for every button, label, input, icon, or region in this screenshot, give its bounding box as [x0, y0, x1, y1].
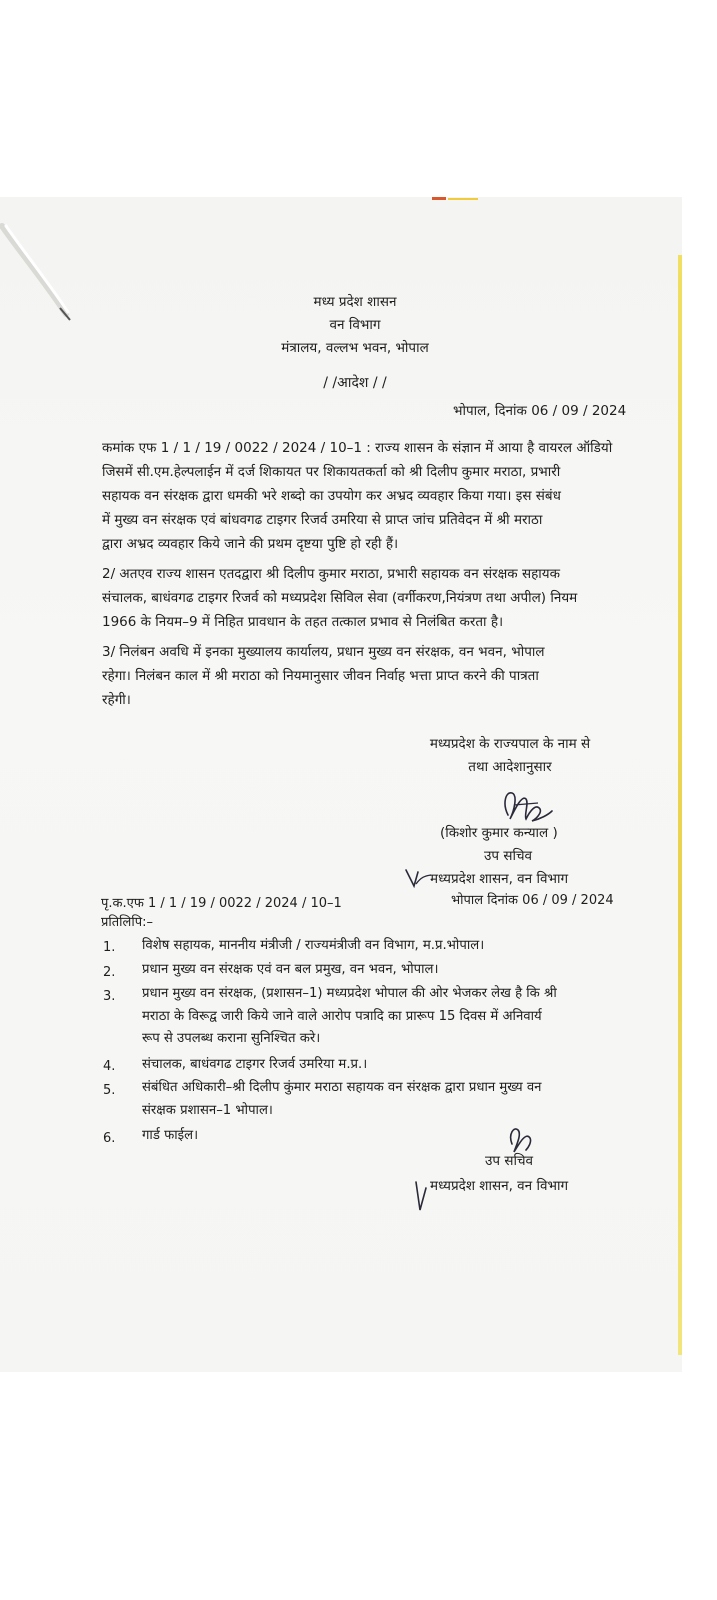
- initial-mark-image: [404, 864, 432, 890]
- paragraph-1-line: जिसमें सी.एम.हेल्पलाईन में दर्ज शिकायत पर शिकायतकर्ता को श्री दिलीप कुमार मराठा, प्रभारी: [102, 464, 561, 480]
- paragraph-3: [102, 640, 644, 712]
- header-government: मध्य प्रदेश शासन: [313, 294, 397, 310]
- paper-mark-2: [448, 198, 478, 200]
- copy-item-text: [142, 1125, 642, 1148]
- paragraph-1-line: में मुख्य वन संरक्षक एवं बांधवगढ टाइगर रिजर्व उमरिया से प्राप्त जांच प्रतिवेदन में श्री मराठा: [102, 512, 543, 528]
- paragraph-2-line: संचालक, बाधंवगढ टाइगर रिजर्व को मध्यप्रदेश सिविल सेवा (वर्गीकरण,नियंत्रण तथा अपील) नियम: [102, 590, 578, 606]
- copy-item-line: संरक्षक प्रशासन–1 भोपाल।: [142, 1102, 273, 1118]
- authority-line-2: तथा आदेशानुसार: [468, 759, 552, 775]
- order-date: भोपाल, दिनांक 06 / 09 / 2024: [453, 403, 627, 419]
- copy-item-line: मराठा के विरूद्व जारी किये जाने वाले आरोप पत्रादि का प्रारूप 15 दिवस में अनिवार्य: [142, 1008, 542, 1024]
- paragraph-2-line: 2/ अतएव राज्य शासन एतदद्वारा श्री दिलीप कुमार मराठा, प्रभारी सहायक वन संरक्षक सहायक: [102, 566, 560, 582]
- copy-item-line: रूप से उपलब्ध कराना सुनिश्चित करे।: [142, 1031, 321, 1046]
- header-department: वन विभाग: [329, 317, 381, 333]
- copy-to-label: प्रतिलिपि:–: [101, 915, 153, 930]
- copy-item-line: गार्ड फाईल।: [142, 1128, 199, 1143]
- authority-line-1: मध्यप्रदेश के राज्यपाल के नाम से: [429, 736, 591, 752]
- paper-edge: [678, 255, 682, 1355]
- copy-item-line: प्रधान मुख्य वन संरक्षक, (प्रशासन–1) मध्यप्रदेश भोपाल की ओर भेजकर लेख है कि श्री: [142, 986, 557, 1001]
- copy-item-number: 1.: [103, 940, 116, 955]
- copy-item-line: विशेष सहायक, माननीय मंत्रीजी / राज्यमंत्रीजी वन विभाग, म.प्र.भोपाल।: [142, 938, 485, 953]
- paragraph-1-line: द्वारा अभ्रद व्यवहार किये जाने की प्रथम दृष्टया पुष्टि हो रही हैं।: [102, 536, 399, 552]
- copy-item-text: [142, 983, 642, 1051]
- signatory-designation: उप सचिव: [484, 848, 533, 864]
- paragraph-2-line: 1966 के नियम–9 में निहित प्रावधान के तहत तत्काल प्रभाव से निलंबित करता है।: [102, 614, 504, 630]
- copy-item-number: 6.: [103, 1131, 116, 1146]
- signatory-name: (किशोर कुमार कन्याल ): [440, 825, 558, 841]
- paragraph-3-line: रहेगा। निलंबन काल में श्री मराठा को नियमानुसार जीवन निर्वाह भत्ता प्राप्त करने की पात्रता: [102, 668, 539, 684]
- copy-item-text: [142, 959, 642, 982]
- endorsement-number: पृ.क.एफ 1 / 1 / 19 / 0022 / 2024 / 10–1: [101, 896, 342, 911]
- copy-item-text: [142, 1077, 642, 1122]
- copy-item-line: प्रधान मुख्य वन संरक्षक एवं वन बल प्रमुख, वन भवन, भोपाल।: [142, 962, 439, 977]
- order-title: / /आदेश / /: [323, 375, 387, 391]
- paragraph-1-line: कमांक एफ 1 / 1 / 19 / 0022 / 2024 / 10–1 : राज्य शासन के संज्ञान में आया है वायरल ऑडियो: [102, 440, 613, 456]
- header-address: मंत्रालय, वल्लभ भवन, भोपाल: [281, 340, 429, 356]
- copy-item-number: 3.: [103, 989, 116, 1004]
- signature-image: [496, 785, 556, 827]
- copy-item-number: 5.: [103, 1083, 116, 1098]
- signatory-2-office: मध्यप्रदेश शासन, वन विभाग: [430, 1178, 569, 1194]
- copy-item-text: [142, 1054, 642, 1077]
- paragraph-2: [102, 562, 644, 634]
- copy-item-line: संबंधित अधिकारी–श्री दिलीप कुंमार मराठा सहायक वन संरक्षक द्वारा प्रधान मुख्य वन: [142, 1080, 542, 1095]
- endorsement-date: भोपाल दिनांक 06 / 09 / 2024: [451, 893, 614, 908]
- signatory-office: मध्यप्रदेश शासन, वन विभाग: [430, 871, 569, 887]
- paper-mark: [432, 197, 446, 200]
- copy-item-text: [142, 935, 642, 958]
- copy-item-number: 4.: [103, 1059, 116, 1074]
- paragraph-1-line: सहायक वन संरक्षक द्वारा धमकी भरे शब्दो का उपयोग कर अभ्रद व्यवहार किया गया। इस संबंध: [102, 488, 561, 504]
- paragraph-3-line: रहेगी।: [102, 692, 131, 708]
- paragraph-1: [102, 436, 644, 556]
- pen-shadow-image: [0, 212, 80, 322]
- signatory-2-designation: उप सचिव: [485, 1153, 534, 1169]
- paragraph-3-line: 3/ निलंबन अवधि में इनका मुख्यालय कार्यालय, प्रधान मुख्य वन संरक्षक, वन भवन, भोपाल: [102, 644, 545, 660]
- copy-item-number: 2.: [103, 965, 116, 980]
- copy-item-line: संचालक, बाधंवगढ टाइगर रिजर्व उमरिया म.प्र.।: [142, 1057, 368, 1072]
